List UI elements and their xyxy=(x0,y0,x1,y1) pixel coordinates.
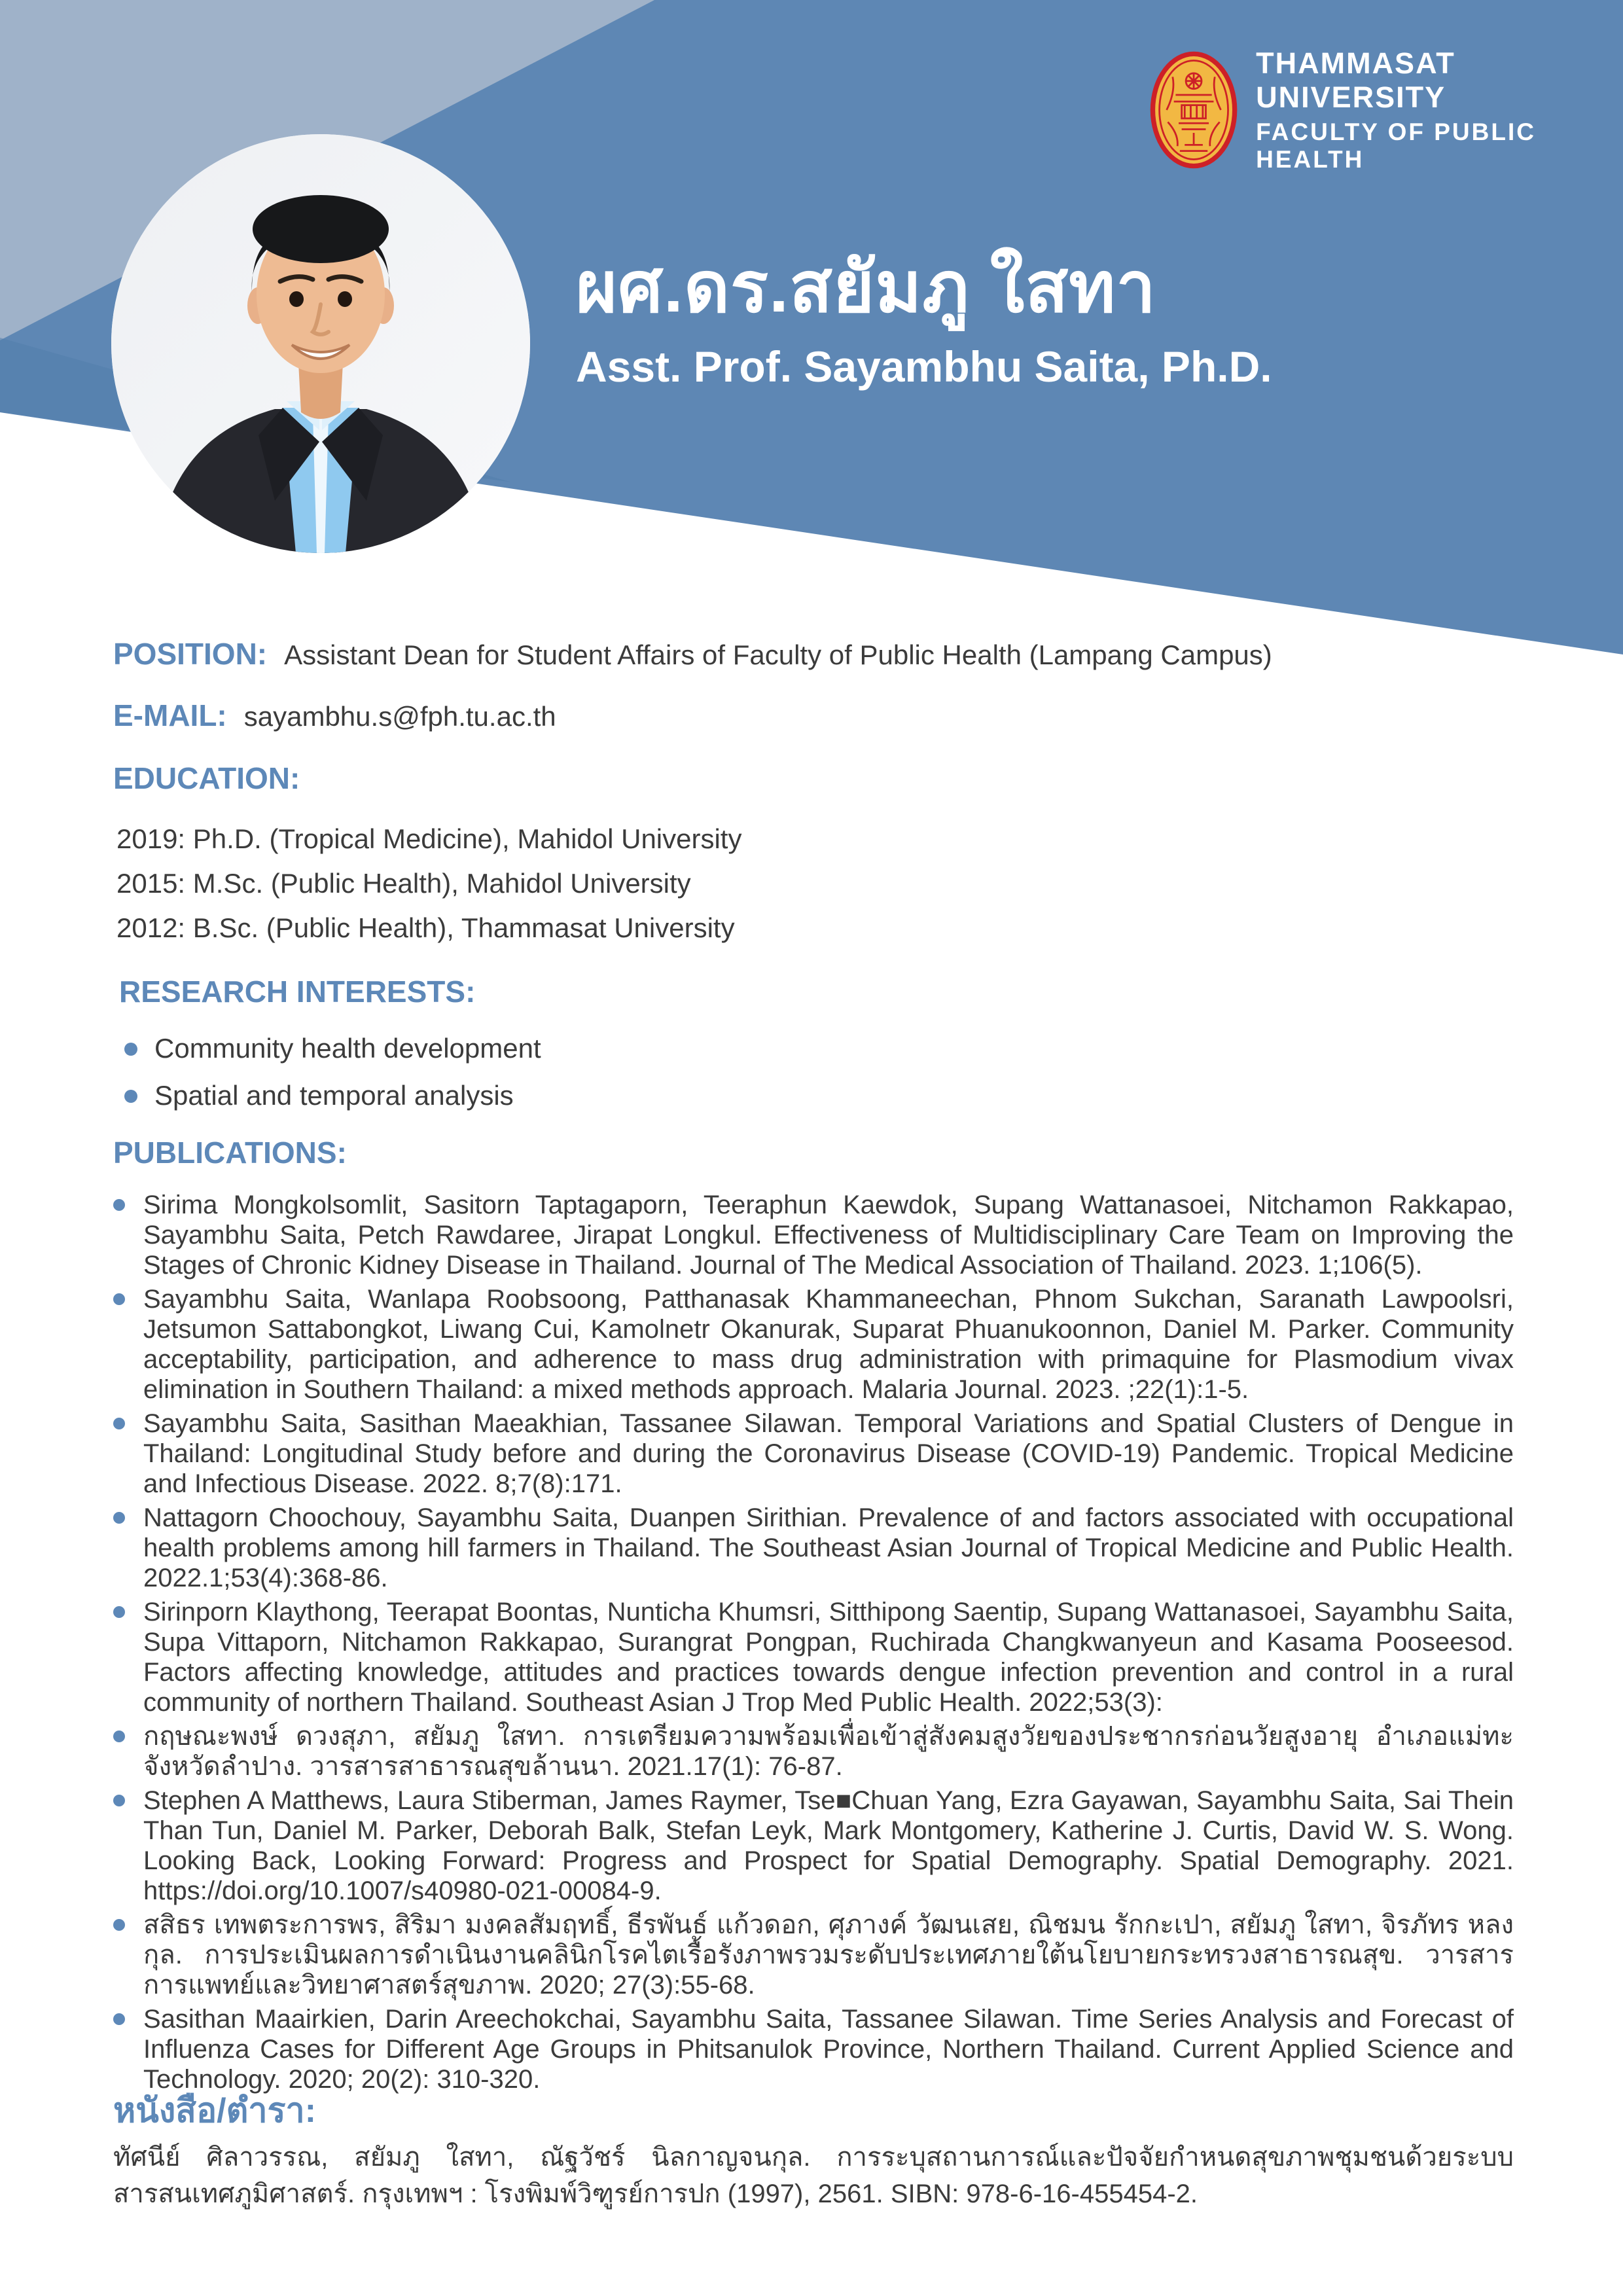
bullet-dot-icon xyxy=(124,1043,137,1056)
publication-text: Stephen A Matthews, Laura Stiberman, James Raymer, Tse■Chuan Yang, Ezra Gayawan, Sayambhu Saita, Sai Thein Than Tun, Daniel M. Parker, Deborah Balk, Stefan Leyk, Mark Montgomery, Katherine J. Curtis, David W. S. Wong. Looking Back, Looking Forward: Progress and Prospect for Spatial Demography. Spatial Demography. 2021. https://doi.org/10.1007/s40980-021-00084-9. xyxy=(143,1786,1514,1905)
publication-item xyxy=(113,1721,1514,1782)
portrait-illustration xyxy=(111,134,530,553)
bullet-dot-icon xyxy=(113,1919,125,1931)
education-item: 2012: B.Sc. (Public Health), Thammasat University xyxy=(116,912,735,943)
position-label: POSITION: xyxy=(113,637,268,671)
publication-item xyxy=(113,1597,1514,1717)
books-section-label: หนังสือ/ตำรา: xyxy=(113,2092,317,2130)
university-name: THAMMASAT UNIVERSITY xyxy=(1256,46,1455,114)
publication-item xyxy=(113,1284,1514,1405)
publication-text: Sayambhu Saita, Wanlapa Roobsoong, Patthanasak Khammaneechan, Phnom Sukchan, Saranath Lawpoolsri, Jetsumon Sattabongkot, Liwang Cui, Kamolnetr Okanurak, Suparat Phuanukoonnon, Daniel M. Parker. Community acceptability, participation, and adherence to mass drug administration with primaquine for Plasmodium vivax elimination in Southern Thailand: a mixed methods approach. Malaria Journal. 2023. ;22(1):1-5. xyxy=(143,1285,1514,1404)
publication-item xyxy=(113,1785,1514,1906)
education-label: EDUCATION: xyxy=(113,761,300,795)
research-interest-item xyxy=(124,1025,541,1072)
publication-item xyxy=(113,1190,1514,1280)
publication-text: สสิธร เทพตระการพร, สิริมา มงคลสัมฤทธิ์, ธีรพันธ์ แก้วดอก, ศุภางค์ วัฒนเสย, ณิชมน รักกะเปา, สยัมภู ใสทา, จิรภัทร หลงกุล. การประเมินผลการดำเนินงานคลินิกโรคไตเรื้อรังภาพรวมระดับประเทศภายใต้นโยบายกระทรวงสาธารณสุข. วารสารการแพทย์และวิทยาศาสตร์สุขภาพ. 2020; 27(3):55-68. xyxy=(143,1910,1514,2000)
bullet-dot-icon xyxy=(113,1199,125,1211)
email-value: sayambhu.s@fph.tu.ac.th xyxy=(243,701,556,732)
bullet-dot-icon xyxy=(113,1795,125,1806)
publications-label: PUBLICATIONS: xyxy=(113,1136,347,1170)
email-row xyxy=(113,698,556,733)
publication-text: Sayambhu Saita, Sasithan Maeakhian, Tassanee Silawan. Temporal Variations and Spatial Clusters of Dengue in Thailand: Longitudinal Study before and during the Coronavirus Disease (COVID-19) Pandemic. Tropical Medicine and Infectious Disease. 2022. 8;7(8):171. xyxy=(143,1409,1514,1498)
publication-text: Sasithan Maairkien, Darin Areechokchai, Sayambhu Saita, Tassanee Silawan. Time Series Analysis and Forecast of Influenza Cases for Different Age Groups in Phitsanulok Province, Northern Thailand. Current Applied Science and Technology. 2020; 20(2): 310-320. xyxy=(143,2005,1514,2094)
bullet-dot-icon xyxy=(113,1731,125,1742)
email-label: E-MAIL: xyxy=(113,698,227,732)
education-item: 2019: Ph.D. (Tropical Medicine), Mahidol University xyxy=(116,823,742,854)
publication-item xyxy=(113,1910,1514,2000)
publication-item xyxy=(113,1503,1514,1593)
position-row xyxy=(113,636,1272,672)
publication-text: กฤษณะพงษ์ ดวงสุภา, สยัมภู ใสทา. การเตรียมความพร้อมเพื่อเข้าสู่สังคมสูงวัยของประชากรก่อนวัยสูงอายุ อำเภอแม่ทะ จังหวัดลำปาง. วารสารสาธารณสุขล้านนา. 2021.17(1): 76-87. xyxy=(143,1722,1514,1781)
faculty-name: FACULTY OF PUBLIC HEALTH xyxy=(1256,118,1536,173)
research-interest-text: Spatial and temporal analysis xyxy=(154,1080,514,1111)
education-item: 2015: M.Sc. (Public Health), Mahidol University xyxy=(116,868,691,899)
bullet-dot-icon xyxy=(113,2013,125,2025)
profile-photo xyxy=(111,134,530,553)
bullet-dot-icon xyxy=(113,1293,125,1305)
thammasat-emblem-icon xyxy=(1149,45,1239,175)
education-list xyxy=(116,817,741,950)
page-title-name-english: Asst. Prof. Sayambhu Saita, Ph.D. xyxy=(576,342,1272,391)
research-interest-item xyxy=(124,1072,541,1119)
research-interests-list xyxy=(124,1025,541,1119)
publication-text: Nattagorn Choochouy, Sayambhu Saita, Duanpen Sirithian. Prevalence of and factors associated with occupational health problems among hill farmers in Thailand. The Southeast Asian Journal of Tropical Medicine and Public Health. 2022.1;53(4):368-86. xyxy=(143,1503,1514,1592)
university-logo xyxy=(1149,45,1623,175)
bullet-dot-icon xyxy=(113,1418,125,1429)
bullet-dot-icon xyxy=(113,1512,125,1524)
publication-text: Sirinporn Klaythong, Teerapat Boontas, Nunticha Khumsri, Sitthipong Saentip, Supang Wattanasoei, Sayambhu Saita, Supa Vittaporn, Nitchamon Rakkapao, Surangrat Pongpan, Ruchirada Changkwanyeun and Kasama Pooseesod. Factors affecting knowledge, attitudes and practices towards dengue infection prevention and control in a rural community of northern Thailand. Southeast Asian J Trop Med Public Health. 2022;53(3): xyxy=(143,1598,1514,1717)
research-interest-text: Community health development xyxy=(154,1033,541,1064)
bullet-dot-icon xyxy=(113,1606,125,1618)
publication-item xyxy=(113,2004,1514,2094)
bullet-dot-icon xyxy=(124,1090,137,1103)
publication-text: Sirima Mongkolsomlit, Sasitorn Taptagaporn, Teeraphun Kaewdok, Supang Wattanasoei, Nitchamon Rakkapao, Sayambhu Saita, Petch Rawdaree, Jirapat Longkul. Effectiveness of Multidisciplinary Care Team on Improving the Stages of Chronic Kidney Disease in Thailand. Journal of The Medical Association of Thailand. 2023. 1;106(5). xyxy=(143,1191,1514,1280)
book-item: ทัศนีย์ ศิลาวรรณ, สยัมภู ใสทา, ณัฐวัชร์ นิลกาญจนกุล. การระบุสถานการณ์และปัจจัยกำหนดสุขภาพชุมชนด้วยระบบสารสนเทศภูมิศาสตร์. กรุงเทพฯ : โรงพิมพ์วิฑูรย์การปก (1997), 2561. SIBN: 978-6-16-455454-2. xyxy=(113,2143,1514,2208)
publications-list xyxy=(113,1190,1514,2098)
publication-item xyxy=(113,1408,1514,1499)
research-interests-label: RESEARCH INTERESTS: xyxy=(119,975,476,1009)
page-title-name-thai: ผศ.ดร.สยัมภู ใสทา xyxy=(576,247,1157,327)
position-value: Assistant Dean for Student Affairs of Faculty of Public Health (Lampang Campus) xyxy=(284,639,1272,670)
